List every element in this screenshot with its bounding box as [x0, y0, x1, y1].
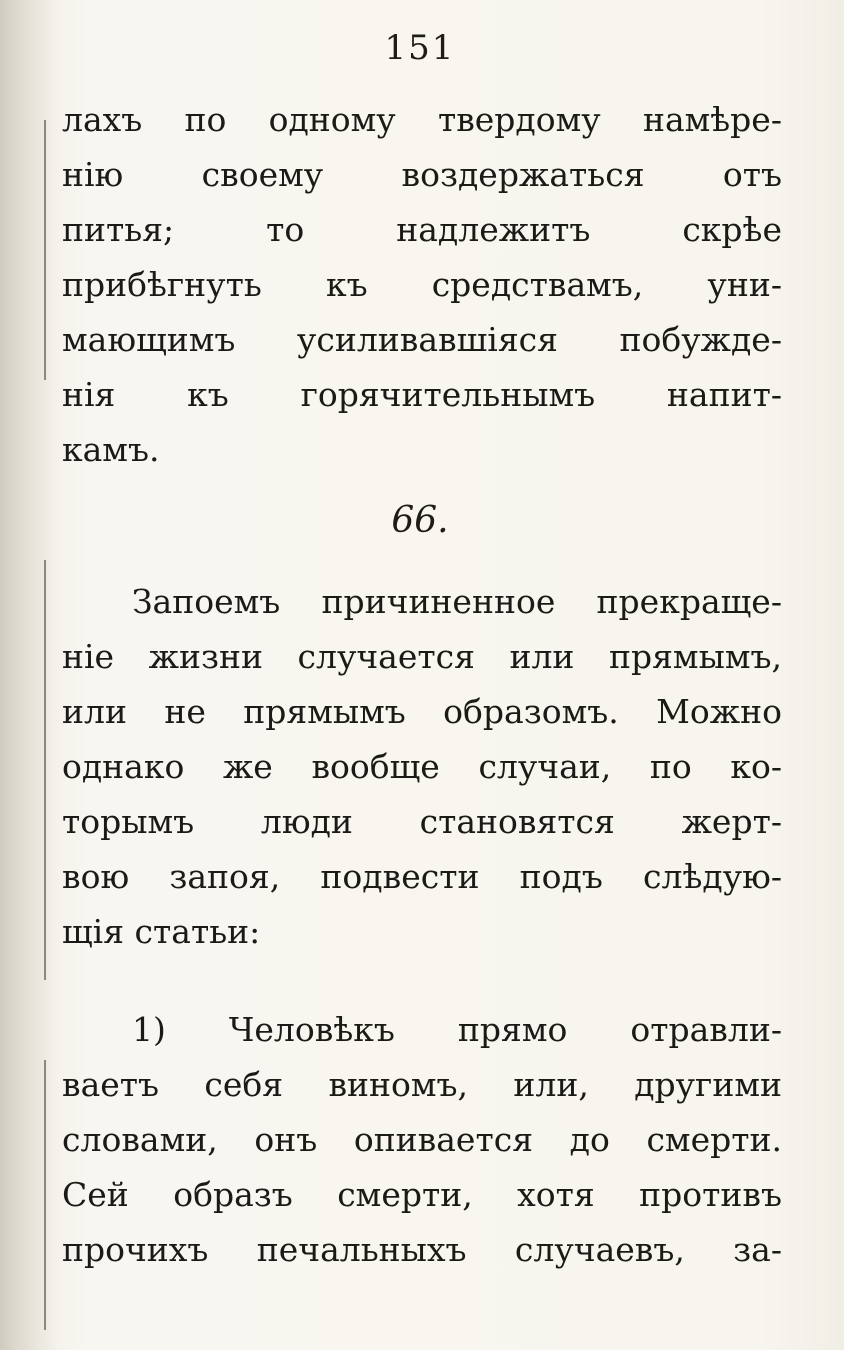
text-line: лахъ по одному твердому намѣре-	[62, 100, 782, 139]
text-line: торымъ люди становятся жерт-	[62, 802, 782, 841]
text-line: камъ.	[62, 430, 160, 469]
paragraph-continued	[62, 92, 782, 477]
text-line: словами, онъ опивается до смерти.	[62, 1120, 782, 1159]
text-line: ніе жизни случается или прямымъ,	[62, 637, 782, 676]
text-line: вою запоя, подвести подъ слѣдую-	[62, 857, 782, 896]
page-number: 151	[384, 28, 456, 68]
text-line: ваетъ себя виномъ, или, другими	[62, 1065, 782, 1104]
paragraph-item	[62, 1002, 782, 1277]
text-line: питья; то надлежитъ скрѣе	[62, 210, 782, 249]
binding-gutter	[0, 0, 58, 1350]
section-number: 66.	[391, 500, 449, 541]
text-line: нію своему воздержаться отъ	[62, 155, 782, 194]
text-line: Запоемъ причиненное прекраще-	[132, 582, 782, 621]
text-line: Сей образъ смерти, хотя противъ	[62, 1175, 782, 1214]
text-line: щія статьи:	[62, 912, 261, 951]
text-line: прибѣгнуть къ средствамъ, уни-	[62, 265, 782, 304]
text-line: 1) Человѣкъ прямо отравли-	[132, 1010, 782, 1049]
text-line: или не прямымъ образомъ. Можно	[62, 692, 782, 731]
text-line: прочихъ печальныхъ случаевъ, за-	[62, 1230, 782, 1269]
text-line: мающимъ усиливавшіяся побужде-	[62, 320, 782, 359]
gutter-shadow-line	[44, 1060, 46, 1330]
text-line: нія къ горячительнымъ напит-	[62, 375, 782, 414]
text-line: однако же вообще случаи, по ко-	[62, 747, 782, 786]
gutter-shadow-line	[44, 120, 46, 380]
gutter-shadow-line	[44, 560, 46, 980]
paragraph-section	[62, 574, 782, 959]
